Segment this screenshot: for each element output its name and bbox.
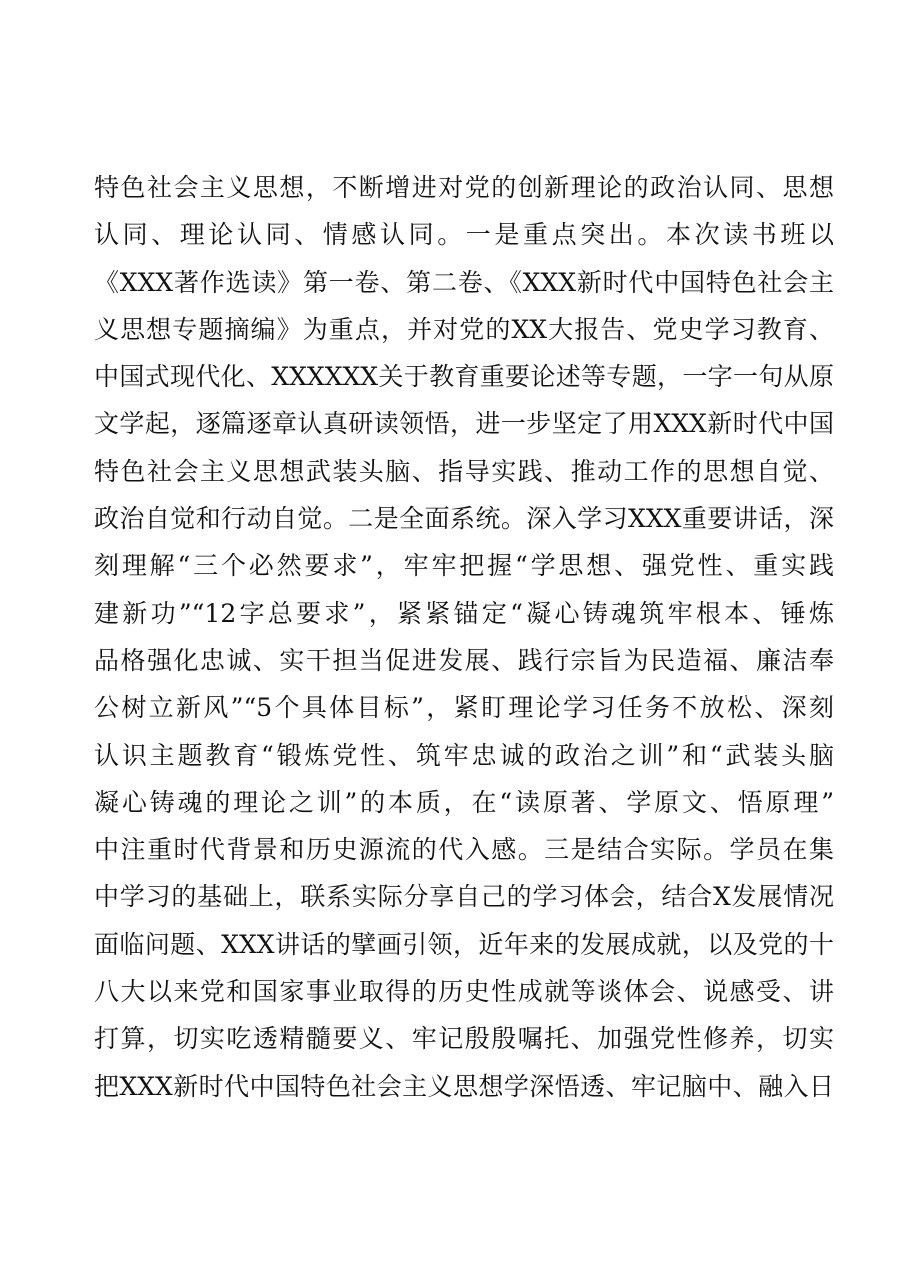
text-line: 品格强化忠诚、实干担当促进发展、践行宗旨为民造福、廉洁奉 (94, 645, 834, 675)
text-line: 《XXX著作选读》第一卷、第二卷、《XXX新时代中国特色社会主 (94, 267, 834, 297)
text-line: 打算，切实吃透精髓要义、牢记殷殷嘱托、加强党性修养，切实 (94, 1024, 834, 1054)
text-line: 特色社会主义思想，不断增进对党的创新理论的政治认同、思想 (94, 173, 834, 202)
text-line: 中国式现代化、XXXXXX关于教育重要论述等专题，一字一句从原 (94, 362, 834, 392)
text-line: 认识主题教育“锻炼党性、筑牢忠诚的政治之训”和“武装头脑 (94, 740, 834, 770)
text-line: 政治自觉和行动自觉。二是全面系统。深入学习XXX重要讲话，深 (94, 504, 834, 534)
text-line: 建新功”“12字总要求”，紧紧锚定“凝心铸魂筑牢根本、锤炼 (94, 598, 834, 628)
text-line: 凝心铸魂的理论之训”的本质，在“读原著、学原文、悟原理” (94, 787, 834, 817)
text-line: 面临问题、XXX讲话的擘画引领，近年来的发展成就，以及党的十 (94, 929, 834, 959)
text-line: 中学习的基础上，联系实际分享自己的学习体会，结合X发展情况 (94, 882, 834, 912)
text-line: 文学起，逐篇逐章认真研读领悟，进一步坚定了用XXX新时代中国 (94, 409, 834, 439)
text-line: 刻理解“三个必然要求”，牢牢把握“学思想、强党性、重实践 (94, 551, 834, 581)
text-line: 公树立新风”“5个具体目标”，紧盯理论学习任务不放松、深刻 (94, 693, 834, 723)
text-line: 中注重时代背景和历史源流的代入感。三是结合实际。学员在集 (94, 835, 834, 865)
text-line: 把XXX新时代中国特色社会主义思想学深悟透、牢记脑中、融入日 (94, 1071, 834, 1101)
text-line: 八大以来党和国家事业取得的历史性成就等谈体会、说感受、讲 (94, 977, 834, 1007)
text-line: 义思想专题摘编》为重点，并对党的XX大报告、党史学习教育、 (94, 314, 834, 344)
text-line: 认同、理论认同、情感认同。一是重点突出。本次读书班以 (94, 220, 834, 250)
body-paragraph (94, 164, 834, 1110)
text-line: 特色社会主义思想武装头脑、指导实践、推动工作的思想自觉、 (94, 456, 834, 486)
